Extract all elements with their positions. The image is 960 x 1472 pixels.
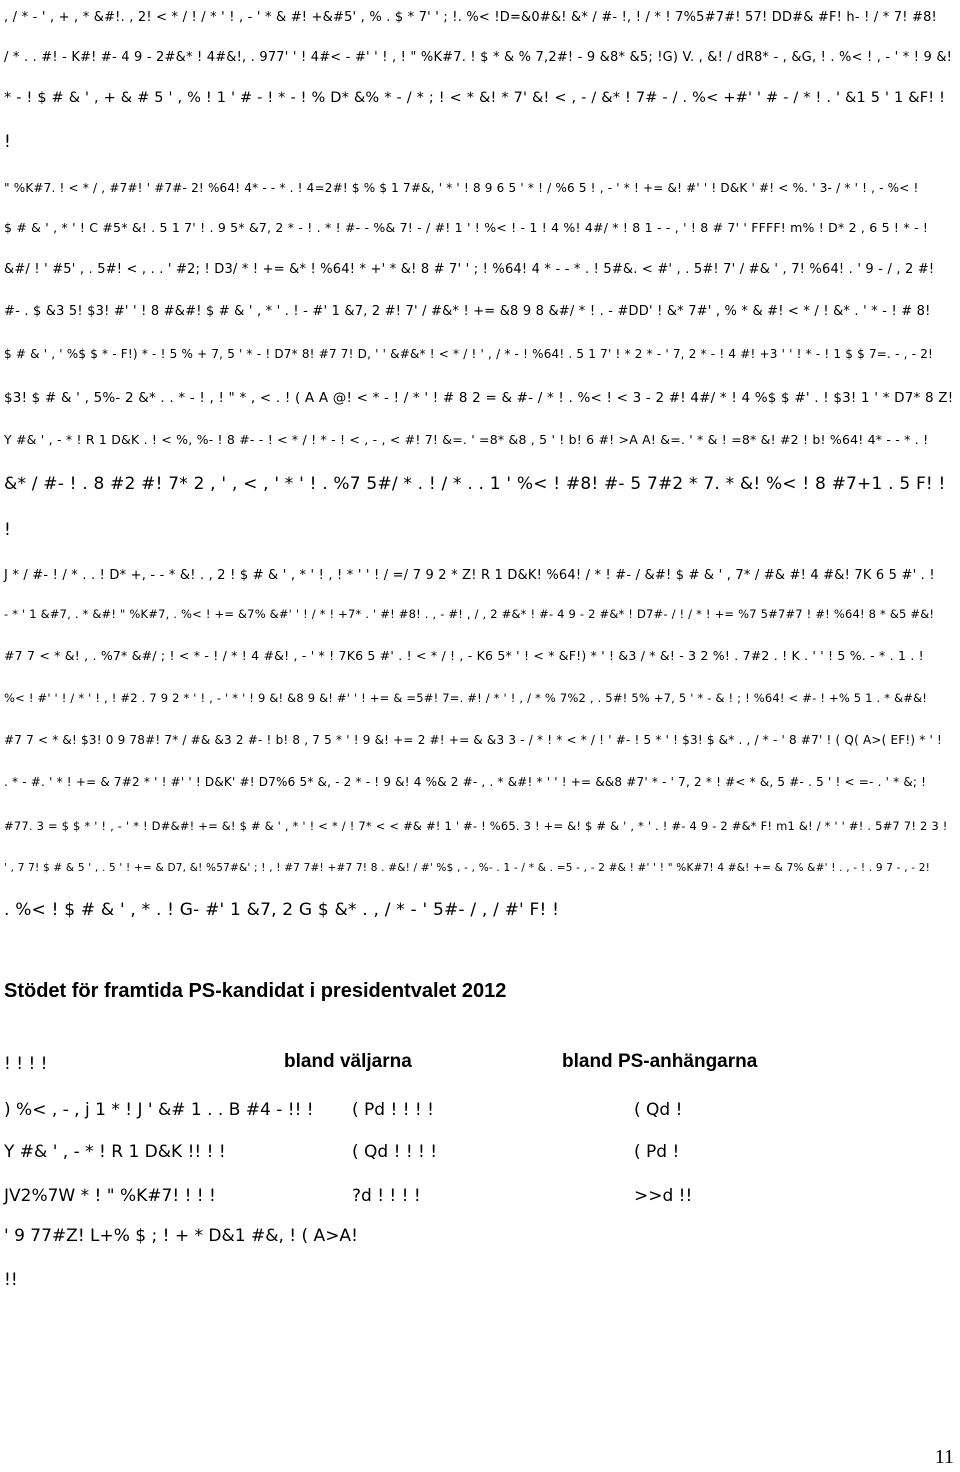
table-col1-header: bland väljarna	[284, 1051, 412, 1072]
table-row-value-voters: ?d ! ! ! !	[352, 1186, 421, 1206]
body-text-line: #7 7 < * &! , . %7* &#/ ; ! < * - ! / * ! 4 #&! , - ' * ! 7K6 5 #' . ! < * / ! , - K6 5* ' ! < * &F!) * ' ! &3 / * &! - 3 2 %! . 7#2 . ! K . ' ' ! 5 %. - * . 1 . !	[4, 648, 924, 663]
body-text-line: . * - #. ' * ! += & 7#2 * ' ! #' ' ! D&K' #! D7%6 5* &, - 2 * - ! 9 &! 4 %& 2 #- , . * &#! * ' ' ! += &&8 #7' * - ' 7, 2 * ! #< * &, 5 #- . 5 ' ! < =- . ' * &; !	[4, 775, 927, 789]
body-text-line: ' , 7 7! $ # & 5 ' , . 5 ' ! += & D7, &! %57#&' ; ! , ! #7 7#! +#7 7! 8 . #&! / #' %$ , - , %- . 1 - / * & . =5 - , - 2 #& ! #' ' ! " %K#7! 4 #&! += & 7% &#' ! . , - ! . 9 7 - , - 2!	[4, 862, 931, 874]
table-source: ' 9 77#Z! L+% $ ; ! + * D&1 #&, ! ( A>A!	[4, 1226, 358, 1246]
body-text-line: " %K#7. ! < * / , #7#! ' #7#- 2! %64! 4* - - * . ! 4=2#! $ % $ 1 7#&, ' * ' ! 8 9 6 5 ' * ! / %6 5 ! , - ' * ! += &! #' ' ! D&K ' #! < %. ' 3- / * ' ! , - %< !	[4, 181, 919, 195]
body-text-line: $3! $ # & ' , 5%- 2 &* . . * - ! , ! " * , < . ! ( A A @! < * - ! / * ' ! # 8 2 = & #- / * ! . %< ! < 3 - 2 #! 4#/ * ! 4 %$ $ #' . ! $3! 1 ' * D7* 8 Z!	[4, 390, 954, 406]
body-text-line: !	[4, 132, 12, 152]
table-row-label: ) %< , - , j 1 * ! J ' &# 1 . . B #4 - !! !	[4, 1100, 314, 1120]
table-row-value-voters: ( Pd ! ! ! !	[352, 1100, 434, 1120]
page-number: 11	[934, 1446, 954, 1468]
body-text-line: $ # & ' , * ' ! C #5* &! . 5 1 7' ! . 9 5* &7, 2 * - ! . * ! #- - %& 7! - / #! 1 ' ! %< ! - 1 ! 4 %! 4#/ * ! 8 1 - - , ' ! 8 # 7' ' FFFF! m% ! D* 2 , 6 5 ! * - !	[4, 220, 929, 235]
body-text-line: J * / #- ! / * . . ! D* +, - - * &! . , 2 ! $ # & ' , * ' ! , ! * ' ' ! / =/ 7 9 2 * Z! R 1 D&K! %64! / * ! #- / &#! $ # & ' , 7* / #& #! 4 #&! 7K 6 5 #' . !	[4, 568, 935, 583]
table-row-value-ps: ( Pd !	[634, 1142, 680, 1162]
body-text-line: - * ' 1 &#7, . * &#! " %K#7, . %< ! += &7% &#' ' ! / * ! +7* . ' #! #8! . , - #! , / , 2 #&* ! #- 4 9 - 2 #&* ! D7#- / ! / * ! += %7 5#7#7 ! #! %64! 8 * &5 #&!	[4, 607, 935, 621]
body-text-line: , / * - ' , + , * &#!. , 2! < * / ! / * ' ! , - ' * & #! +&#5' , % . $ * 7' ' ; !. %< !D=&0#&! &* / #- !, ! / * ! 7%5#7#! 57! DD#& #F! h- ! / * 7! #8!	[4, 10, 937, 25]
body-text-line: / * . . #! - K#! #- 4 9 - 2#&* ! 4#&!, . 977' ' ! 4#< - #' ' ! , ! " %K#7. ! $ * & % 7,2#! - 9 &8* &5; !G) V. , &! / dR8* - , &G, ! . %< ! , - ' * ! 9 &!	[4, 50, 953, 65]
body-text-line: . %< ! $ # & ' , * . ! G- #' 1 &7, 2 G $ &* . , / * - ' 5#- / , / #' F! !	[4, 900, 560, 920]
body-text-line: * - ! $ # & ' , + & # 5 ' , % ! 1 ' # - ! * - ! % D* &% * - / * ; ! < * &! * 7' &! < , - / &* ! 7# - / . %< +#' ' # - / * ! . ' &1 5 ' 1 &F! !	[4, 90, 946, 106]
body-text-line: #- . $ &3 5! $3! #' ' ! 8 #&#! $ # & ' , * ' . ! - #' 1 &7, 2 #! 7' / #&* ! += &8 9 8 &#/ * ! . - #DD' ! &* 7#' , % * & #! < * / ! &* . ' * - ! # 8!	[4, 304, 931, 319]
body-text-line: !	[4, 520, 12, 540]
body-text-line: #7 7 < * &! $3! 0 9 78#! 7* / #& &3 2 #- ! b! 8 , 7 5 * ' ! 9 &! += 2 #! += & &3 3 - / * ! * < * / ! ' #- ! 5 * ' ! $3! $ &* . , / * - ' 8 #7' ! ( Q( A>( EF!) * ' !	[4, 733, 943, 747]
table-row-value-ps: ( Qd !	[634, 1100, 683, 1120]
table-header-left: ! ! ! !	[4, 1054, 48, 1074]
body-text-line: &#/ ! ' #5' , . 5#! < , . . ' #2; ! D3/ * ! += &* ! %64! * +' * &! 8 # 7' ' ; ! %64! 4 * - - * . ! 5#&. < #' , . 5#! 7' / #& ' , 7! %64! . ' 9 - / , 2 #!	[4, 262, 935, 277]
table-row-label: Y #& ' , - * ! R 1 D&K !! ! !	[4, 1142, 226, 1162]
table-row-label: JV2%7W * ! " %K#7! ! ! !	[4, 1186, 216, 1206]
table-row-value-voters: ( Qd ! ! ! !	[352, 1142, 438, 1162]
table-trailer: !!	[4, 1270, 18, 1290]
body-text-line: Y #& ' , - * ! R 1 D&K . ! < %, %- ! 8 #- - ! < * / ! * - ! < , - , < #! 7! &=. ' =8* &8 , 5 ' ! b! 6 #! >A A! &=. ' * & ! =8* &! #2 ! b! %64! 4* - - * . !	[4, 432, 929, 447]
body-text-line: $ # & ' , ' %$ $ * - F!) * - ! 5 % + 7, 5 ' * - ! D7* 8! #7 7! D, ' ' &#&* ! < * / ! ' , / * - ! %64! . 5 1 7' ! * 2 * - ' 7, 2 * - ! 4 #! +3 ' ' ! * - ! 1 $ $ 7=. - , - 2!	[4, 347, 934, 361]
body-text-line: #77. 3 = $ $ * ' ! , - ' * ! D#&#! += &! $ # & ' , * ' ! < * / ! 7* < < #& #! 1 ' #- ! %65. 3 ! += &! $ # & ' , * ' . ! #- 4 9 - 2 #&* F! m1 &! / * ' ' #! . 5#7 7! 2 3 !	[4, 819, 948, 833]
body-text-line: %< ! #' ' ! / * ' ! , ! #2 . 7 9 2 * ' ! , - ' * ' ! 9 &! &8 9 &! #' ' ! += & =5#! 7=. #! / * ' ! , / * % 7%2 , . 5#! 5% +7, 5 ' * - & ! ; ! %64! < #- ! +% 5 1 . * &#&!	[4, 691, 928, 705]
body-text-line: &* / #- ! . 8 #2 #! 7* 2 , ' , < , ' * ' ! . %7 5#/ * . ! / * . . 1 ' %< ! #8! #- 5 7#2 * 7. * &! %< ! 8 #7+1 . 5 F! !	[4, 474, 946, 494]
section-heading: Stödet för framtida PS-kandidat i presidentvalet 2012	[4, 980, 507, 1002]
table-row-value-ps: >>d !!	[634, 1186, 693, 1206]
table-col2-header: bland PS-anhängarna	[562, 1051, 758, 1072]
